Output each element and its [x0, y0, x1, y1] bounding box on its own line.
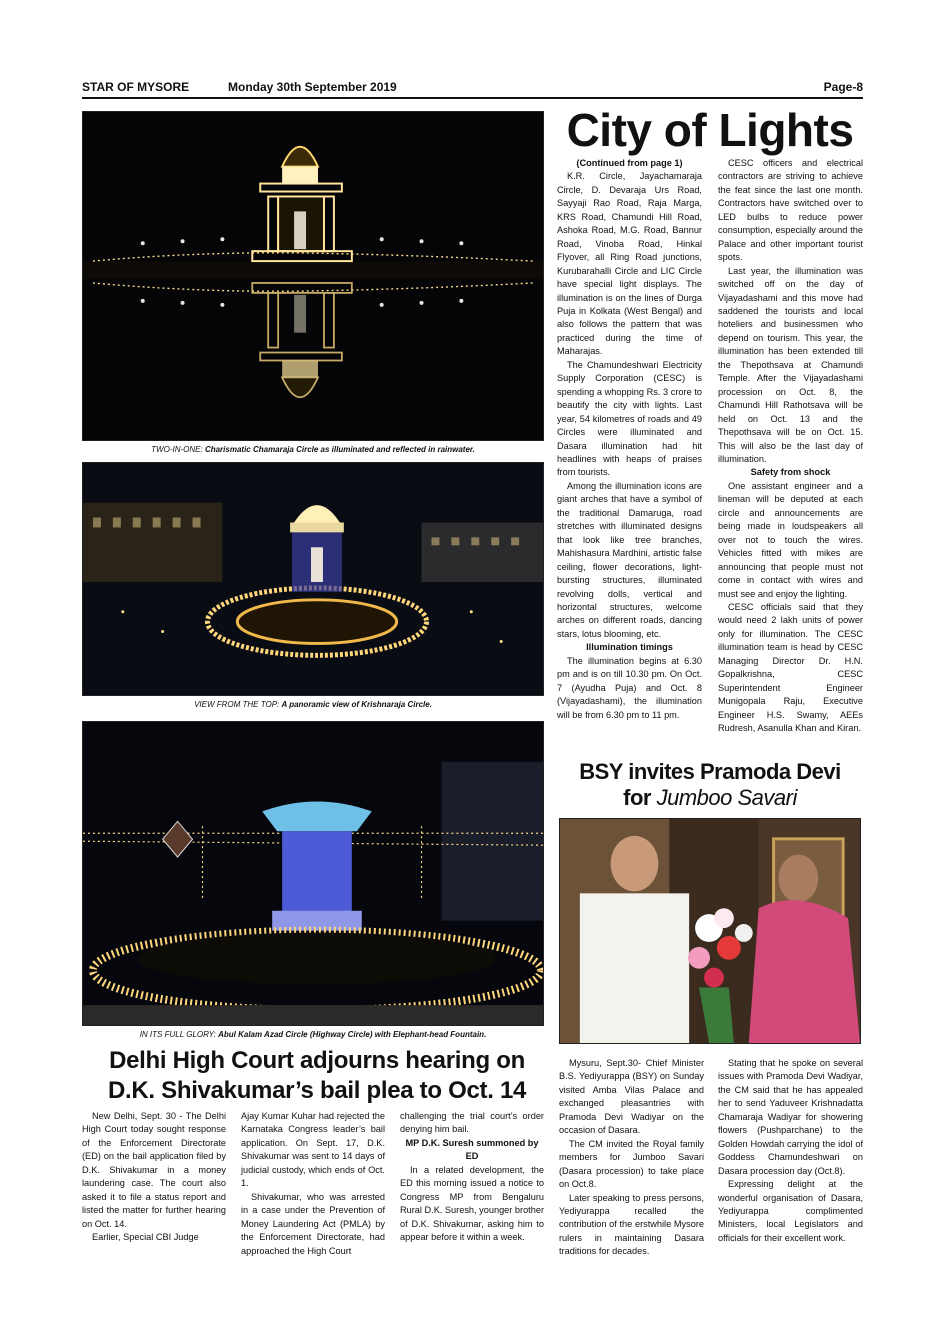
photo-caption [82, 700, 544, 709]
page-header [82, 80, 863, 96]
court-column-3 [400, 1110, 544, 1245]
caption-text: Charismatic Chamaraja Circle as illuminated and reflected in rainwater. [204, 445, 475, 454]
photo-caption [82, 1030, 544, 1039]
issue-date: Monday 30th September 2019 [228, 80, 397, 94]
bsy-column-2 [718, 1057, 863, 1245]
paragraph: Last year, the illumination was switched off on the day of Vijayadashami and this move had saddened the tourists and local hoteliers and businessmen who depend on tourism. This year, the illumination has been extended till the Thepothsava at Chamundi Temple. After the Vijayadashami procession on Oct. 8, the Chamundi Hill Rathotsava will be held on Oct. 13 and the Thepothsava will be on Oct. 15. This will also be the last day of illumination. [718, 265, 863, 464]
court-headline [82, 1046, 552, 1106]
headline-line-2 [555, 785, 865, 811]
city-column-2 [718, 157, 863, 735]
paragraph: Shivakumar, who was arrested in a case under the Prevention of Money Laundering Act (PMLA) by the Enforcement Directorate, had approached the High Court [241, 1191, 385, 1256]
caption-lead: VIEW FROM THE TOP: [194, 700, 280, 709]
paragraph: Mysuru, Sept.30- Chief Minister B.S. Yediyurappa (BSY) on Sunday visited Amba Vilas Palace and exchanged pleasantries with Pramoda Devi Wadiyar on the occasion of Dasara. [559, 1058, 704, 1136]
bsy-pramoda-devi-photo [559, 818, 861, 1044]
court-column-1 [82, 1110, 226, 1245]
city-column-1 [557, 157, 702, 722]
newspaper-name: STAR OF MYSORE [82, 80, 190, 94]
paragraph: CESC officials said that they would need 2 lakh units of power only for illumination. The CESC illumination team is head by CESC Managing Director Dr. H.N. Gopalkrishna, CESC Superintendent Engineer Munigopala Raju, Executive Engineer H.S. Swamy, AEEs Rudresh, Asanulla Khan and Kiran. [718, 601, 863, 734]
paragraph: K.R. Circle, Jayachamaraja Circle, D. Devaraja Urs Road, Sayyaji Rao Road, Raja Marga, KRS Road, Chamundi Hill Road, Ashoka Road, M.G. Road, Bannur Road, Vinoba Road, Hinkal Flyover, all Ring Road junctions, Kurubarahalli Circle and LIC Circle have special light displays. The illumination is on the lines of Durga Puja in Kolkata (West Bengal) and also follows the pattern that was practiced during the time of Maharajas. [557, 171, 702, 357]
paragraph: Earlier, Special CBI Judge [92, 1232, 199, 1243]
headline-line-1: BSY invites Pramoda Devi [579, 759, 841, 784]
headline-line-1: Delhi High Court adjourns hearing on [109, 1047, 525, 1074]
paragraph: Ajay Kumar Kuhar had rejected the Karnataka Congress leader’s bail application. On Sept. 17, D.K. Shivakumar was sent to 14 days of judicial custody, which ends of Oct. 1. [241, 1111, 385, 1189]
caption-text: A panoramic view of Krishnaraja Circle. [281, 700, 432, 709]
chamaraja-circle-photo [82, 111, 544, 441]
paragraph: The illumination begins at 6.30 pm and is on till 10.30 pm. On Oct. 7 (Ayudha Puja) and Oct. 8 (Vijayadashami), the illumination will be from 6.30 pm to 11 pm. [557, 655, 702, 720]
paragraph: challenging the trial court’s order denying him bail. [400, 1111, 544, 1135]
highway-circle-photo [82, 721, 544, 1026]
headline-italic: Jumboo Savari [656, 785, 797, 810]
paragraph: The CM invited the Royal family members for Jumboo Savari (Dasara procession) to take place on Oct.8. [559, 1138, 704, 1190]
page-number: Page-8 [823, 80, 863, 94]
caption-text: Abul Kalam Azad Circle (Highway Circle) with Elephant-head Fountain. [218, 1030, 487, 1039]
paragraph: In a related development, the ED this morning issued a notice to Congress MP from Bengaluru Rural D.K. Suresh, younger brother of D.K. Shivakumar, asking him to appear before it within a week. [400, 1164, 545, 1243]
paragraph: CESC officers and electrical contractors are striving to achieve the feat since the last one month. Contractors have switched over to LED bulbs to reduce power consumption, especially around the Palace and other important tourist spots. [718, 158, 863, 263]
court-column-2 [241, 1110, 385, 1258]
krishnaraja-circle-photo [82, 462, 544, 696]
subheading: Safety from shock [750, 467, 831, 478]
paragraph: Stating that he spoke on several issues with Pramoda Devi Wadiyar, the CM said that he has appealed her to send Yaduveer Krishnadatta Chamaraja Wadiyar for showering flowers (Pushparchane) to the Golden Howdah carrying the idol of Goddess Chamundeshwari on Dasara procession day (Oct.8). [718, 1058, 863, 1176]
paragraph: New Delhi, Sept. 30 - The Delhi High Court today sought response of the Enforcement Directorate (ED) on the bail application filed by D.K. Shivakumar in a money laundering case. The court also asked it to file a status report and listed the matter for further hearing on Oct. 14. [82, 1111, 226, 1229]
subheading: Illumination timings [586, 642, 673, 653]
caption-lead: IN ITS FULL GLORY: [139, 1030, 216, 1039]
caption-lead: TWO-IN-ONE: [151, 445, 203, 454]
header-rule [82, 97, 863, 99]
photo-caption [82, 445, 544, 454]
subheading: MP D.K. Suresh summoned by ED [405, 1137, 539, 1162]
paragraph: One assistant engineer and a lineman will be deputed at each circle and announcements are being made in loudspeakers all over not to touch the wires. Vehicles fitted with mikes are announcing that people must not come in contact with wires and must see and enjoy the lighting. [718, 480, 863, 599]
headline-prefix: for [623, 785, 657, 810]
paragraph: The Chamundeshwari Electricity Supply Corporation (CESC) is spending a whopping Rs. 3 crore to beautify the city with lights. Last year, 54 kilometres of roads and 49 Circles were illuminated and Dasara illumination had hit headlines with heaps of praises from tourists. [557, 359, 702, 478]
city-of-lights-headline: City of Lights [566, 104, 854, 156]
paragraph: Among the illumination icons are giant arches that have a symbol of the traditional Damaruga, road stretches with illuminated designs that look like tree branches, Mahishasura Mardhini, artistic false ceiling, flower decorations, light-bursting structures, illuminated revolving dolls, vertical and horizontal structures, welcome arches on different roads, dancing stars, lotus blooming, etc. [557, 480, 702, 639]
paragraph: Expressing delight at the wonderful organisation of Dasara, Yediyurappa complimented Ministers, local Legislators and officials for their excellent work. [718, 1179, 863, 1243]
bsy-column-1 [559, 1057, 704, 1259]
paragraph: Later speaking to press persons, Yediyurappa recalled the contribution of the erstwhile Mysore rulers in maintaining Dasara traditions for decades. [559, 1192, 704, 1257]
headline-line-2: D.K. Shivakumar’s bail plea to Oct. 14 [107, 1077, 527, 1104]
continued-note: (Continued from page 1) [576, 158, 683, 168]
bsy-headline [555, 759, 865, 811]
